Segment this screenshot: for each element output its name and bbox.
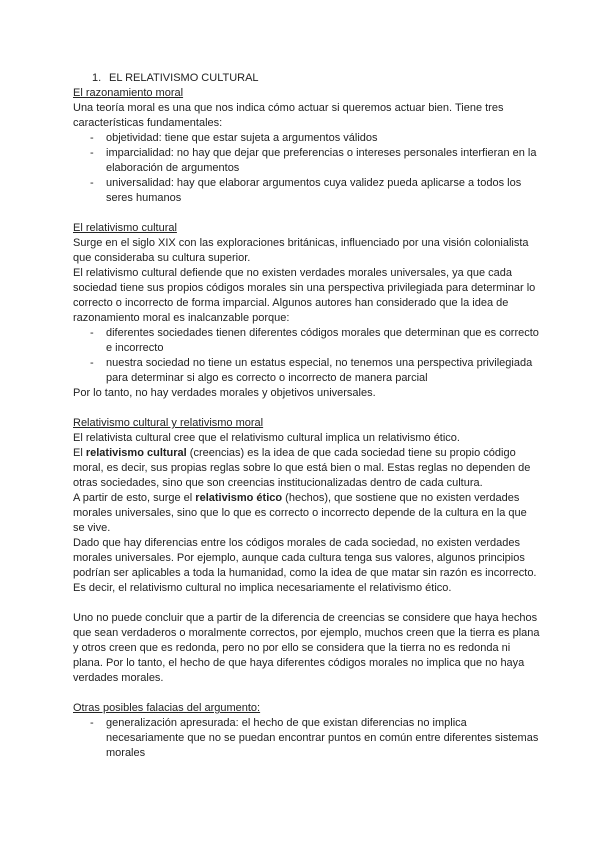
heading-relativismo-cultural-y-moral: Relativismo cultural y relativismo moral	[73, 417, 264, 429]
list-characteristics	[73, 131, 540, 206]
paragraph-creencias: Uno no puede concluir que a partir de la diferencia de creencias se considere que haya hechos que sean verdaderos o moralmente correctos, por ejemplo, muchos creen que la tierra es plana y otros creen que es redonda, pero no por ello se considera que la tierra no es redonda ni plana. Por lo tanto, el hecho de que haya diferentes códigos morales no implica que no haya verdades morales.	[73, 612, 540, 684]
list-item: - objetividad: tiene que estar sujeta a argumentos válidos	[73, 131, 540, 146]
paragraph-relativismo-etico-def	[73, 491, 540, 536]
paragraph-origin: Surge en el siglo XIX con las exploraciones británicas, influenciado por una visión colonialista que consideraba su cultura superior.	[73, 237, 529, 264]
heading-otras-falacias: Otras posibles falacias del argumento:	[73, 702, 261, 714]
list-falacias	[73, 716, 540, 761]
title-number: 1.	[92, 72, 102, 84]
bold-term-relativismo-etico: relativismo ético	[195, 492, 283, 504]
paragraph-conclusion: Por lo tanto, no hay verdades morales y objetivos universales.	[73, 387, 376, 399]
list-item: - generalización apresurada: el hecho de que existan diferencias no implica necesariamente que no se puedan encontrar puntos en común entre diferentes sistemas morales	[73, 716, 540, 761]
list-item: - diferentes sociedades tienen diferentes códigos morales que determinan que es correcto e incorrecto	[73, 326, 540, 356]
paragraph-definition: El relativismo cultural defiende que no existen verdades morales universales, ya que cada sociedad tiene sus propios códigos morales sin una perspectiva privilegiada para determinar lo correcto o incorrecto de forma imparcial. Algunos autores han considerado que la idea de razonamiento moral es inalcanzable porque:	[73, 267, 536, 324]
spacer	[73, 401, 540, 416]
title-text: EL RELATIVISMO CULTURAL	[109, 72, 259, 84]
list-item: - imparcialidad: no hay que dejar que preferencias o intereses personales interfieran en la elaboración de argumentos	[73, 146, 540, 176]
paragraph-relativismo-cultural-def	[73, 446, 540, 491]
bold-term-relativismo-cultural: relativismo cultural	[85, 447, 187, 459]
paragraph-relativista: El relativista cultural cree que el relativismo cultural implica un relativismo ético.	[73, 432, 460, 444]
heading-razonamiento-moral: El razonamiento moral	[73, 87, 184, 99]
spacer	[73, 686, 540, 701]
list-item: - universalidad: hay que elaborar argumentos cuya validez pueda aplicarse a todos los seres humanos	[73, 176, 540, 206]
list-item: - nuestra sociedad no tiene un estatus especial, no tenemos una perspectiva privilegiada para determinar si algo es correcto o incorrecto de manera parcial	[73, 356, 540, 386]
paragraph-intro: Una teoría moral es una que nos indica cómo actuar si queremos actuar bien. Tiene tres características fundamentales:	[73, 102, 504, 129]
text-fragment: (creencias) es la idea de que cada sociedad tiene su propio código moral, es decir, sus propias reglas sobre lo que está bien o mal. Estas reglas no dependen de otras sociedades, sino que son creencias institucionalizadas dentro de cada cultura.	[73, 447, 531, 489]
text-fragment: A partir de esto, surge el	[73, 492, 196, 504]
text-fragment: El	[73, 447, 86, 459]
list-reasons	[73, 326, 540, 386]
text-fragment: (hechos), que sostiene que no existen verdades morales universales, sino que lo que es correcto o incorrecto depende de la cultura en la que se vive.	[73, 492, 527, 534]
document-title	[92, 71, 540, 86]
heading-relativismo-cultural: El relativismo cultural	[73, 222, 177, 234]
spacer	[73, 206, 540, 221]
spacer	[73, 596, 540, 611]
paragraph-diferencias: Dado que hay diferencias entre los códigos morales de cada sociedad, no existen verdades morales universales. Por ejemplo, aunque cada cultura tenga sus valores, algunos principios podrían ser aplicables a toda la humanidad, como la idea de que matar sin razón es incorrecto. Es decir, el relativismo cultural no implica necesariamente el relativismo ético.	[73, 537, 537, 594]
